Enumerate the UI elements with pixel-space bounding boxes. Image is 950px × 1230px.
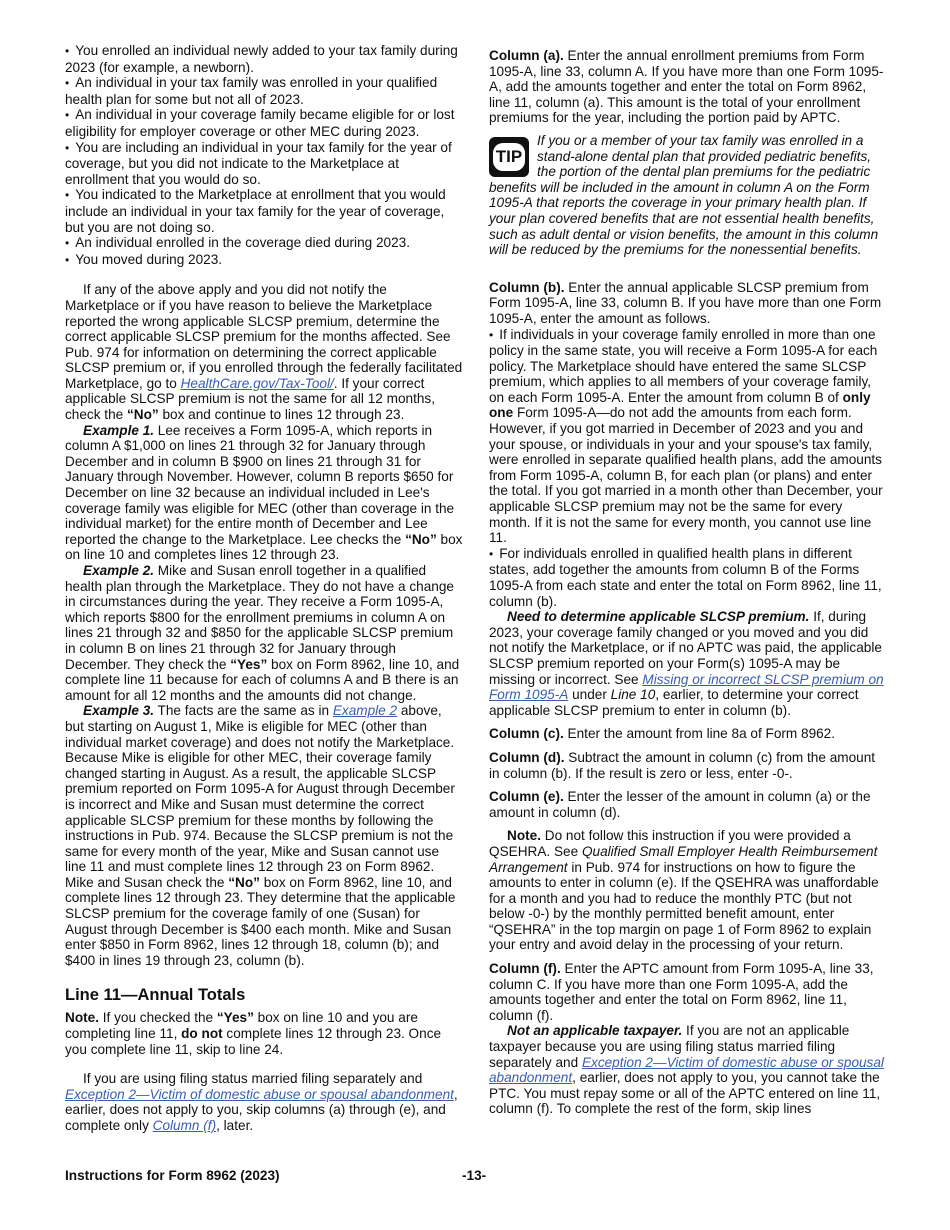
column-a-paragraph: Column (a). Enter the annual enrollment premiums from Form 1095-A, line 33, column A. If you have more than one Form 1095-A, add the amounts together and enter the total on Form 8962, line 11, column (a). This amount is the total of your enrollment premiums for the year, including the portion paid by APTC. (489, 48, 884, 126)
change-circumstance-list (65, 43, 463, 268)
list-item: • For individuals enrolled in qualified health plans in different states, add together the amounts from column B of the Forms 1095-A from each state and enter the total on Form 8962, line 11, column (b). (489, 546, 885, 609)
column-b-list (489, 327, 885, 610)
column-f-paragraph: Column (f). Enter the APTC amount from Form 1095-A, line 33, column C. If you have more than one Form 1095-A, add the amounts together and enter the total on Form 8962, line 11, column (f). (489, 961, 874, 1023)
list-item: • You enrolled an individual newly added to your tax family during 2023 (for example, a newborn). (65, 43, 463, 75)
footer-title: Instructions for Form 8962 (2023) (65, 1168, 280, 1183)
list-item: • You indicated to the Marketplace at enrollment that you would include an individual in your tax family for the year of coverage, but you are not doing so. (65, 187, 463, 235)
list-item: • An individual in your tax family was enrolled in your qualified health plan for some but not all of 2023. (65, 75, 463, 107)
example-1: Example 1. Lee receives a Form 1095-A, which reports in column A $1,000 on lines 21 through 32 for January through December and in column B $900 on lines 21 through 31 for January through November. However, column B reports $650 for December on line 32 because an individual included in Lee's coverage family was eligible for MEC (other than coverage in the individual market) for the entire month of December and Lee reported the change to the Marketplace. Lee checks the “No” box on line 10 and completes lines 12 through 23. (65, 422, 463, 563)
column-c-paragraph: Column (c). Enter the amount from line 8a of Form 8962. (489, 726, 836, 742)
healthcare-tax-tool-link[interactable]: HealthCare.gov/Tax-Tool/ (180, 375, 334, 391)
tip-text: If you or a member of your tax family was enrolled in a stand-alone dental plan that provided pediatric benefits, the portion of the dental plan premiums for the pediatric benefits will be included in the amount in column A on the Form 1095-A that reports the coverage in your primary health plan. If your plan covered benefits that are not essential health benefits, such as adult dental or vision benefits, the amount in this column will be reduced by the premiums for the nonessential benefits. (489, 132, 879, 258)
line11-note: Note. If you checked the “Yes” box on line 10 and you are completing line 11, do not complete lines 12 through 23. Once you complete line 11, skip to line 24. (65, 1010, 442, 1057)
example-2-link[interactable]: Example 2 (332, 703, 398, 719)
not-applicable-paragraph: Not an applicable taxpayer. If you are not an applicable taxpayer because you are using filing status married filing separately and Exception 2—Victim of domestic abuse or spousal abandonment, earlier, does not apply to you, you cannot take the PTC. You must repay some or all of the APTC entered on line 11, column (f). To complete the rest of the form, skip lines (489, 1023, 884, 1117)
right-column (489, 48, 885, 1117)
tip-icon: TIP (489, 137, 529, 177)
missing-slcsp-link[interactable]: Missing or incorrect SLCSP premium on Form 1095-A (489, 671, 884, 703)
column-d-paragraph: Column (d). Subtract the amount in column (c) from the amount in column (b). If the result is zero or less, enter -0-. (489, 749, 876, 781)
mfs-paragraph: If you are using filing status married filing separately and Exception 2—Victim of domestic abuse or spousal abandonment, earlier, does not apply to you, skip columns (a) through (e), and complete only Column (f), later. (65, 1071, 458, 1133)
list-item: • You are including an individual in your tax family for the year of coverage, but you did not indicate to the Marketplace at enrollment that you would do so. (65, 140, 463, 188)
page-number: -13- (462, 1168, 487, 1183)
exception-2-link[interactable]: Exception 2—Victim of domestic abuse or spousal abandonment (65, 1086, 454, 1102)
list-item: • An individual enrolled in the coverage died during 2023. (65, 235, 463, 252)
column-b-paragraph: Column (b). Enter the annual applicable SLCSP premium from Form 1095-A, line 33, column B. If you have more than one Form 1095-A, enter the amount as follows. (489, 279, 882, 326)
column-f-link[interactable]: Column (f) (152, 1118, 217, 1133)
need-slcsp-paragraph: Need to determine applicable SLCSP premium. If, during 2023, your coverage family changed or you moved and you did not notify the Marketplace, or if no APTC was paid, the applicable SLCSP premium reported on your Form(s) 1095-A may be missing or incorrect. See Missing or incorrect SLCSP premium on Form 1095-A under Line 10, earlier, to determine your correct applicable SLCSP premium to enter in column (b). (489, 609, 884, 718)
section-title: Line 11—Annual Totals (65, 986, 246, 1005)
left-column (65, 43, 463, 1134)
column-e-paragraph: Column (e). Enter the lesser of the amount in column (a) or the amount in column (d). (489, 789, 871, 820)
example-2: Example 2. Mike and Susan enroll together in a qualified health plan through the Marketplace. They do not have a change in circumstances during the year. They receive a Form 1095-A, which reports $800 for the enrollment premiums in column A on lines 21 through 32 and $850 for the applicable SLCSP premium in column B on lines 21 through 32 for January through December. They check the “Yes” box on Form 8962, line 10, and complete line 11 because for each of columns A and B there is an amount for all 12 months and the amounts did not change. (65, 563, 460, 703)
list-item: • An individual in your coverage family became eligible for or lost eligibility for employer coverage or other MEC during 2023. (65, 107, 463, 139)
list-item: • If individuals in your coverage family enrolled in more than one policy in the same state, you will receive a Form 1095-A for each policy. The Marketplace should have entered the same SLCSP premium, which applies to all members of your coverage family, on each Form 1095-A. Enter the amount from column B of only one Form 1095-A—do not add the amounts from each form. However, if you got married in December of 2023 and you and your spouse, or individuals in your and your spouse's tax family, were enrolled in separate qualified health plans, add the amounts from Form 1095-A, column B, for each plan (or plans) and enter the total. If you got married in a month other than December, your applicable SLCSP premium may not be the same for every month. If it is not the same for every month, you cannot use line 11. (489, 327, 885, 546)
list-item: • You moved during 2023. (65, 252, 463, 269)
qsehra-note: Note. Do not follow this instruction if you were provided a QSEHRA. See Qualified Small Employer Health Reimbursement Arrangement in Pub. 974 for instructions on how to figure the amounts to enter in column (e). If the QSEHRA was unaffordable for a month and you had to reduce the monthly PTC (but not below -0-) by the monthly permitted benefit amount, enter “QSEHRA” in the top margin on page 1 of Form 8962 to explain your entry and avoid delay in the processing of your return. (489, 828, 879, 953)
exception-2-link[interactable]: Exception 2—Victim of domestic abuse or spousal abandonment (489, 1054, 884, 1086)
example-3: Example 3. The facts are the same as in Example 2 above, but starting on August 1, Mike is eligible for MEC (other than individual market coverage) and does not notify the Marketplace. Because Mike is eligible for other MEC, their coverage family changed starting in August. As a result, the applicable SLCSP premium reported on Form 1095-A for August through December is incorrect and Mike and Susan must determine the correct applicable SLCSP premium for these months by following the instructions in Pub. 974. Because the SLCSP premium is not the same for every month of the year, Mike and Susan cannot use line 11 and must complete lines 12 through 23 on Form 8962. Mike and Susan check the “No” box on Form 8962, line 10, and complete lines 12 through 23. They determine that the applicable SLCSP premium for the coverage family of one (Susan) for August through December is $400 each month. Mike and Susan enter $850 in Form 8962, lines 12 through 18, column (b); and $400 in lines 19 through 23, column (b). (65, 703, 456, 968)
slcsp-paragraph: If any of the above apply and you did not notify the Marketplace or if you have reason to believe the Marketplace reported the wrong applicable SLCSP premium, determine the correct applicable SLCSP premium for the months affected. See Pub. 974 for information on determining the correct applicable SLCSP premium or, if you enrolled through the federally facilitated Marketplace, go to HealthCare.gov/Tax-Tool/. If your correct applicable SLCSP premium is not the same for all 12 months, check the “No” box and continue to lines 12 through 23. (65, 282, 463, 423)
tip-box (489, 133, 885, 258)
